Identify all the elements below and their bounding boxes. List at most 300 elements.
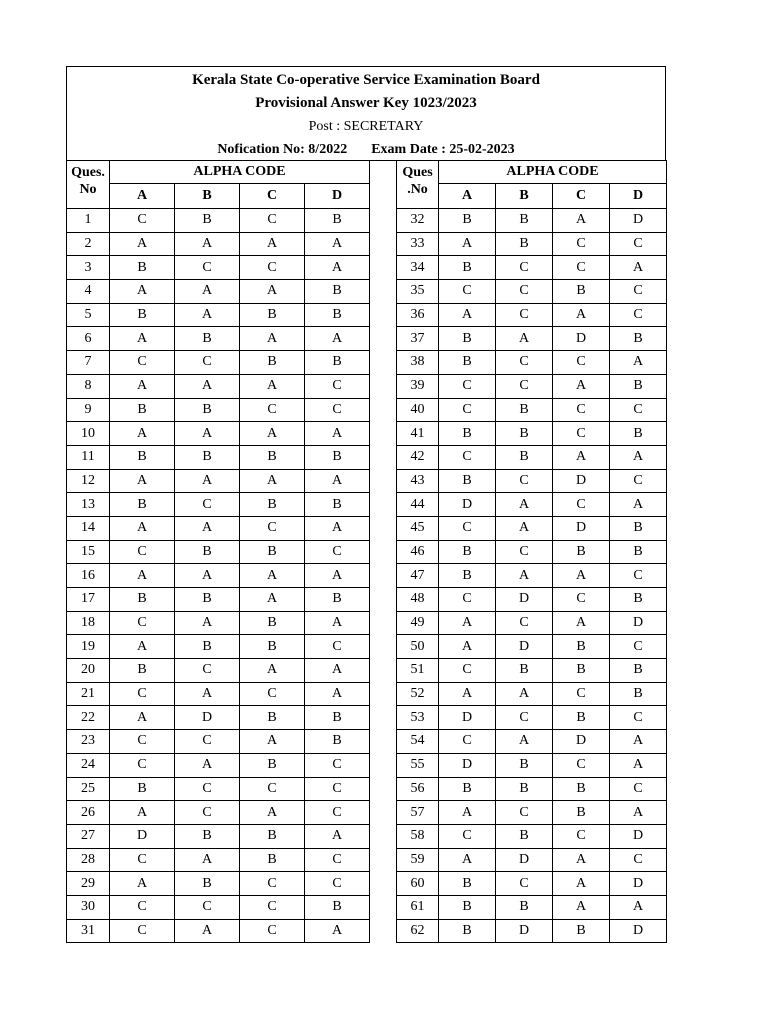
question-number-cell: 46 (397, 540, 439, 564)
answer-c-cell: C (240, 516, 305, 540)
answer-d-cell: A (610, 445, 667, 469)
answer-a-cell: C (439, 445, 496, 469)
answer-b-cell: B (496, 895, 553, 919)
question-number-cell: 51 (397, 659, 439, 683)
answer-b-cell: A (175, 564, 240, 588)
answer-b-cell: C (496, 872, 553, 896)
answer-a-cell: C (439, 374, 496, 398)
answer-d-cell: D (610, 824, 667, 848)
table-row (67, 209, 370, 233)
answer-b-cell: A (175, 303, 240, 327)
question-number-cell: 58 (397, 824, 439, 848)
answer-b-cell: C (175, 351, 240, 375)
answer-b-cell: B (175, 872, 240, 896)
question-number-cell: 5 (67, 303, 110, 327)
answer-c-cell: C (240, 209, 305, 233)
answer-c-cell: B (240, 303, 305, 327)
table-row (397, 493, 667, 517)
answer-c-cell: C (240, 895, 305, 919)
table-row (397, 327, 667, 351)
table-row (67, 753, 370, 777)
answer-a-cell: D (439, 706, 496, 730)
answer-d-cell: C (305, 777, 370, 801)
table-row (67, 659, 370, 683)
answer-d-cell: A (305, 564, 370, 588)
answer-d-cell: C (610, 564, 667, 588)
answer-c-cell: B (240, 540, 305, 564)
answer-d-cell: A (610, 351, 667, 375)
answer-a-cell: A (110, 564, 175, 588)
answer-d-cell: B (610, 422, 667, 446)
table-row (67, 635, 370, 659)
question-number-cell: 26 (67, 801, 110, 825)
table-row (397, 919, 667, 943)
table-row (397, 445, 667, 469)
question-number-cell: 40 (397, 398, 439, 422)
answer-c-cell: A (240, 280, 305, 304)
answer-a-cell: C (439, 588, 496, 612)
document-title: Provisional Answer Key 1023/2023 (255, 95, 477, 111)
answer-c-cell: B (553, 706, 610, 730)
code-d-header: D (610, 184, 667, 209)
question-number-cell: 62 (397, 919, 439, 943)
answer-a-cell: C (110, 351, 175, 375)
question-number-cell: 19 (67, 635, 110, 659)
table-row (67, 919, 370, 943)
answer-c-cell: C (553, 588, 610, 612)
question-number-cell: 4 (67, 280, 110, 304)
answer-c-cell: A (553, 611, 610, 635)
answer-b-cell: A (496, 327, 553, 351)
answer-d-cell: B (305, 280, 370, 304)
answer-c-cell: B (553, 919, 610, 943)
answer-d-cell: B (610, 659, 667, 683)
table-row (397, 232, 667, 256)
answer-b-cell: B (175, 445, 240, 469)
alpha-code-header: ALPHA CODE (439, 161, 667, 184)
question-number-cell: 20 (67, 659, 110, 683)
answer-a-cell: C (439, 730, 496, 754)
answer-d-cell: A (610, 493, 667, 517)
answer-d-cell: C (305, 540, 370, 564)
answer-c-cell: C (240, 872, 305, 896)
answer-c-cell: B (240, 351, 305, 375)
answer-c-cell: A (553, 564, 610, 588)
answer-a-cell: B (110, 493, 175, 517)
question-number-cell: 27 (67, 824, 110, 848)
table-row (67, 895, 370, 919)
table-gap (369, 160, 396, 945)
answer-d-cell: A (610, 730, 667, 754)
answer-d-cell: A (305, 256, 370, 280)
answer-b-cell: A (496, 564, 553, 588)
answer-c-cell: C (240, 398, 305, 422)
answer-table-left (66, 160, 370, 943)
answer-b-cell: B (496, 232, 553, 256)
table-row (397, 777, 667, 801)
answer-d-cell: C (305, 398, 370, 422)
answer-a-cell: B (110, 303, 175, 327)
answer-a-cell: C (110, 753, 175, 777)
answer-b-cell: A (496, 516, 553, 540)
question-number-cell: 50 (397, 635, 439, 659)
answer-b-cell: B (175, 588, 240, 612)
answer-a-cell: B (110, 256, 175, 280)
answer-d-cell: C (610, 706, 667, 730)
table-row (397, 303, 667, 327)
table-row (397, 398, 667, 422)
answer-d-cell: A (305, 611, 370, 635)
answer-b-cell: C (496, 611, 553, 635)
answer-d-cell: B (610, 374, 667, 398)
answer-a-cell: A (110, 706, 175, 730)
answer-a-cell: C (439, 659, 496, 683)
answer-a-cell: A (439, 232, 496, 256)
answer-c-cell: A (240, 801, 305, 825)
answer-d-cell: B (305, 730, 370, 754)
answer-c-cell: C (553, 824, 610, 848)
answer-a-cell: B (110, 659, 175, 683)
answer-d-cell: B (305, 351, 370, 375)
table-row (397, 374, 667, 398)
question-number-cell: 14 (67, 516, 110, 540)
answer-b-cell: C (496, 706, 553, 730)
table-row (397, 872, 667, 896)
answer-b-cell: A (175, 469, 240, 493)
answer-c-cell: A (553, 209, 610, 233)
answer-a-cell: C (110, 540, 175, 564)
answer-c-cell: B (553, 540, 610, 564)
answer-d-cell: C (305, 848, 370, 872)
question-number-cell: 37 (397, 327, 439, 351)
answer-d-cell: C (610, 303, 667, 327)
answer-b-cell: B (496, 422, 553, 446)
answer-b-cell: B (496, 398, 553, 422)
question-number-cell: 2 (67, 232, 110, 256)
question-number-cell: 16 (67, 564, 110, 588)
answer-b-cell: D (496, 588, 553, 612)
answer-d-cell: C (610, 398, 667, 422)
answer-a-cell: B (439, 422, 496, 446)
answer-a-cell: B (439, 327, 496, 351)
answer-b-cell: A (175, 611, 240, 635)
answer-d-cell: C (305, 801, 370, 825)
answer-a-cell: C (110, 682, 175, 706)
table-row (397, 848, 667, 872)
exam-date: Exam Date : 25-02-2023 (371, 142, 515, 157)
answer-b-cell: C (496, 374, 553, 398)
answer-c-cell: A (553, 872, 610, 896)
question-number-cell: 41 (397, 422, 439, 446)
answer-b-cell: A (175, 848, 240, 872)
answer-d-cell: C (610, 848, 667, 872)
table-row (397, 753, 667, 777)
question-number-header: Ques .No (397, 161, 439, 209)
answer-c-cell: B (553, 659, 610, 683)
answer-c-cell: C (553, 493, 610, 517)
table-row (397, 824, 667, 848)
question-number-cell: 21 (67, 682, 110, 706)
answer-c-cell: B (553, 777, 610, 801)
question-number-cell: 36 (397, 303, 439, 327)
answer-b-cell: B (496, 753, 553, 777)
answer-d-cell: A (305, 232, 370, 256)
answer-b-cell: A (175, 232, 240, 256)
answer-c-cell: B (240, 445, 305, 469)
table-row (397, 280, 667, 304)
answer-b-cell: B (496, 824, 553, 848)
answer-b-cell: A (175, 753, 240, 777)
answer-d-cell: A (305, 422, 370, 446)
answer-d-cell: C (610, 635, 667, 659)
answer-c-cell: C (553, 256, 610, 280)
table-row (397, 635, 667, 659)
answer-a-cell: A (110, 422, 175, 446)
answer-b-cell: C (175, 659, 240, 683)
answer-c-cell: A (240, 588, 305, 612)
code-a-header: A (110, 184, 175, 209)
answer-d-cell: C (610, 280, 667, 304)
answer-d-cell: D (610, 209, 667, 233)
answer-c-cell: B (240, 635, 305, 659)
answer-b-cell: D (175, 706, 240, 730)
answer-a-cell: A (439, 682, 496, 706)
answer-c-cell: D (553, 516, 610, 540)
answer-a-cell: C (110, 895, 175, 919)
answer-d-cell: A (610, 801, 667, 825)
table-row (67, 824, 370, 848)
answer-b-cell: C (175, 256, 240, 280)
answer-a-cell: A (110, 280, 175, 304)
table-row (67, 374, 370, 398)
table-row (67, 872, 370, 896)
answer-d-cell: A (305, 659, 370, 683)
answer-b-cell: C (175, 777, 240, 801)
answer-a-cell: B (439, 351, 496, 375)
table-row (397, 682, 667, 706)
answer-b-cell: B (496, 445, 553, 469)
answer-b-cell: B (175, 540, 240, 564)
answer-b-cell: B (175, 824, 240, 848)
question-number-cell: 38 (397, 351, 439, 375)
answer-a-cell: A (110, 327, 175, 351)
answer-c-cell: D (553, 730, 610, 754)
question-number-cell: 31 (67, 919, 110, 943)
answer-b-cell: A (496, 682, 553, 706)
answer-d-cell: A (305, 824, 370, 848)
answer-a-cell: B (439, 564, 496, 588)
answer-c-cell: C (240, 256, 305, 280)
answer-a-cell: A (110, 516, 175, 540)
answer-a-cell: C (110, 730, 175, 754)
question-number-cell: 18 (67, 611, 110, 635)
answer-c-cell: A (553, 303, 610, 327)
answer-d-cell: C (305, 635, 370, 659)
answer-d-cell: C (305, 872, 370, 896)
table-row (397, 730, 667, 754)
answer-c-cell: C (553, 682, 610, 706)
question-number-cell: 44 (397, 493, 439, 517)
answer-d-cell: C (610, 469, 667, 493)
table-row (397, 540, 667, 564)
question-number-cell: 53 (397, 706, 439, 730)
answer-c-cell: B (240, 611, 305, 635)
answer-c-cell: B (553, 280, 610, 304)
table-row (397, 422, 667, 446)
answer-c-cell: B (240, 753, 305, 777)
table-row (397, 516, 667, 540)
answer-a-cell: B (439, 919, 496, 943)
answer-a-cell: D (110, 824, 175, 848)
answer-d-cell: B (610, 682, 667, 706)
question-number-cell: 25 (67, 777, 110, 801)
answer-c-cell: A (240, 564, 305, 588)
table-row (67, 256, 370, 280)
table-row (397, 801, 667, 825)
answer-d-cell: C (305, 753, 370, 777)
table-row (67, 564, 370, 588)
answer-b-cell: B (175, 209, 240, 233)
answer-c-cell: C (553, 753, 610, 777)
code-d-header: D (305, 184, 370, 209)
answer-a-cell: B (439, 895, 496, 919)
answer-d-cell: B (305, 209, 370, 233)
answer-c-cell: A (240, 730, 305, 754)
question-number-cell: 47 (397, 564, 439, 588)
answer-d-cell: A (610, 753, 667, 777)
table-row (67, 801, 370, 825)
question-number-cell: 54 (397, 730, 439, 754)
answer-a-cell: B (439, 540, 496, 564)
question-number-cell: 49 (397, 611, 439, 635)
code-b-header: B (496, 184, 553, 209)
answer-b-cell: A (496, 730, 553, 754)
answer-d-cell: C (305, 374, 370, 398)
answer-a-cell: A (110, 374, 175, 398)
table-row (397, 588, 667, 612)
question-number-cell: 45 (397, 516, 439, 540)
table-row (67, 327, 370, 351)
answer-c-cell: A (240, 327, 305, 351)
answer-d-cell: A (610, 256, 667, 280)
question-number-cell: 55 (397, 753, 439, 777)
answer-a-cell: C (110, 209, 175, 233)
question-number-cell: 22 (67, 706, 110, 730)
answer-d-cell: C (610, 777, 667, 801)
answer-d-cell: A (305, 516, 370, 540)
question-number-cell: 42 (397, 445, 439, 469)
question-number-cell: 8 (67, 374, 110, 398)
answer-a-cell: B (110, 445, 175, 469)
question-number-cell: 7 (67, 351, 110, 375)
answer-c-cell: A (240, 469, 305, 493)
question-number-cell: 28 (67, 848, 110, 872)
answer-c-cell: A (553, 445, 610, 469)
answer-c-cell: A (553, 848, 610, 872)
answer-b-cell: C (496, 801, 553, 825)
answer-c-cell: A (240, 232, 305, 256)
answer-b-cell: A (496, 493, 553, 517)
answer-c-cell: D (553, 469, 610, 493)
answer-a-cell: C (110, 611, 175, 635)
answer-d-cell: B (305, 303, 370, 327)
answer-d-cell: B (610, 588, 667, 612)
answer-b-cell: A (175, 516, 240, 540)
answer-a-cell: A (110, 801, 175, 825)
question-number-header: Ques. No (67, 161, 110, 209)
answer-a-cell: B (110, 777, 175, 801)
answer-d-cell: B (305, 445, 370, 469)
answer-a-cell: A (110, 872, 175, 896)
answer-a-cell: B (439, 256, 496, 280)
table-row (67, 848, 370, 872)
answer-c-cell: C (240, 777, 305, 801)
answer-c-cell: D (553, 327, 610, 351)
answer-c-cell: C (240, 682, 305, 706)
answer-b-cell: A (175, 422, 240, 446)
answer-b-cell: B (175, 398, 240, 422)
answer-a-cell: A (439, 303, 496, 327)
question-number-cell: 59 (397, 848, 439, 872)
table-row (67, 706, 370, 730)
answer-a-cell: A (110, 469, 175, 493)
code-c-header: C (553, 184, 610, 209)
table-row (67, 540, 370, 564)
document-header (66, 66, 666, 160)
alpha-code-header: ALPHA CODE (110, 161, 370, 184)
table-row (67, 611, 370, 635)
answer-c-cell: B (553, 801, 610, 825)
table-row (397, 895, 667, 919)
answer-b-cell: C (496, 540, 553, 564)
answer-b-cell: A (175, 374, 240, 398)
answer-d-cell: B (305, 706, 370, 730)
answer-c-cell: B (240, 824, 305, 848)
question-number-cell: 35 (397, 280, 439, 304)
table-row (67, 516, 370, 540)
question-number-cell: 29 (67, 872, 110, 896)
question-number-cell: 1 (67, 209, 110, 233)
answer-a-cell: B (439, 469, 496, 493)
answer-b-cell: B (496, 659, 553, 683)
code-b-header: B (175, 184, 240, 209)
question-number-cell: 10 (67, 422, 110, 446)
table-row (67, 493, 370, 517)
answer-b-cell: C (496, 303, 553, 327)
answer-d-cell: B (305, 588, 370, 612)
question-number-cell: 12 (67, 469, 110, 493)
question-number-cell: 56 (397, 777, 439, 801)
answer-b-cell: D (496, 919, 553, 943)
answer-c-cell: C (553, 232, 610, 256)
answer-a-cell: C (439, 280, 496, 304)
question-number-cell: 39 (397, 374, 439, 398)
answer-c-cell: A (240, 374, 305, 398)
answer-a-cell: C (439, 398, 496, 422)
table-row (397, 351, 667, 375)
answer-d-cell: A (305, 469, 370, 493)
answer-c-cell: C (553, 398, 610, 422)
table-row (397, 209, 667, 233)
answer-a-cell: A (439, 801, 496, 825)
answer-d-cell: B (610, 540, 667, 564)
question-number-cell: 48 (397, 588, 439, 612)
answer-c-cell: B (240, 706, 305, 730)
code-c-header: C (240, 184, 305, 209)
notification-number: Nofication No: 8/2022 (217, 142, 348, 157)
answer-a-cell: D (439, 753, 496, 777)
answer-d-cell: D (610, 872, 667, 896)
